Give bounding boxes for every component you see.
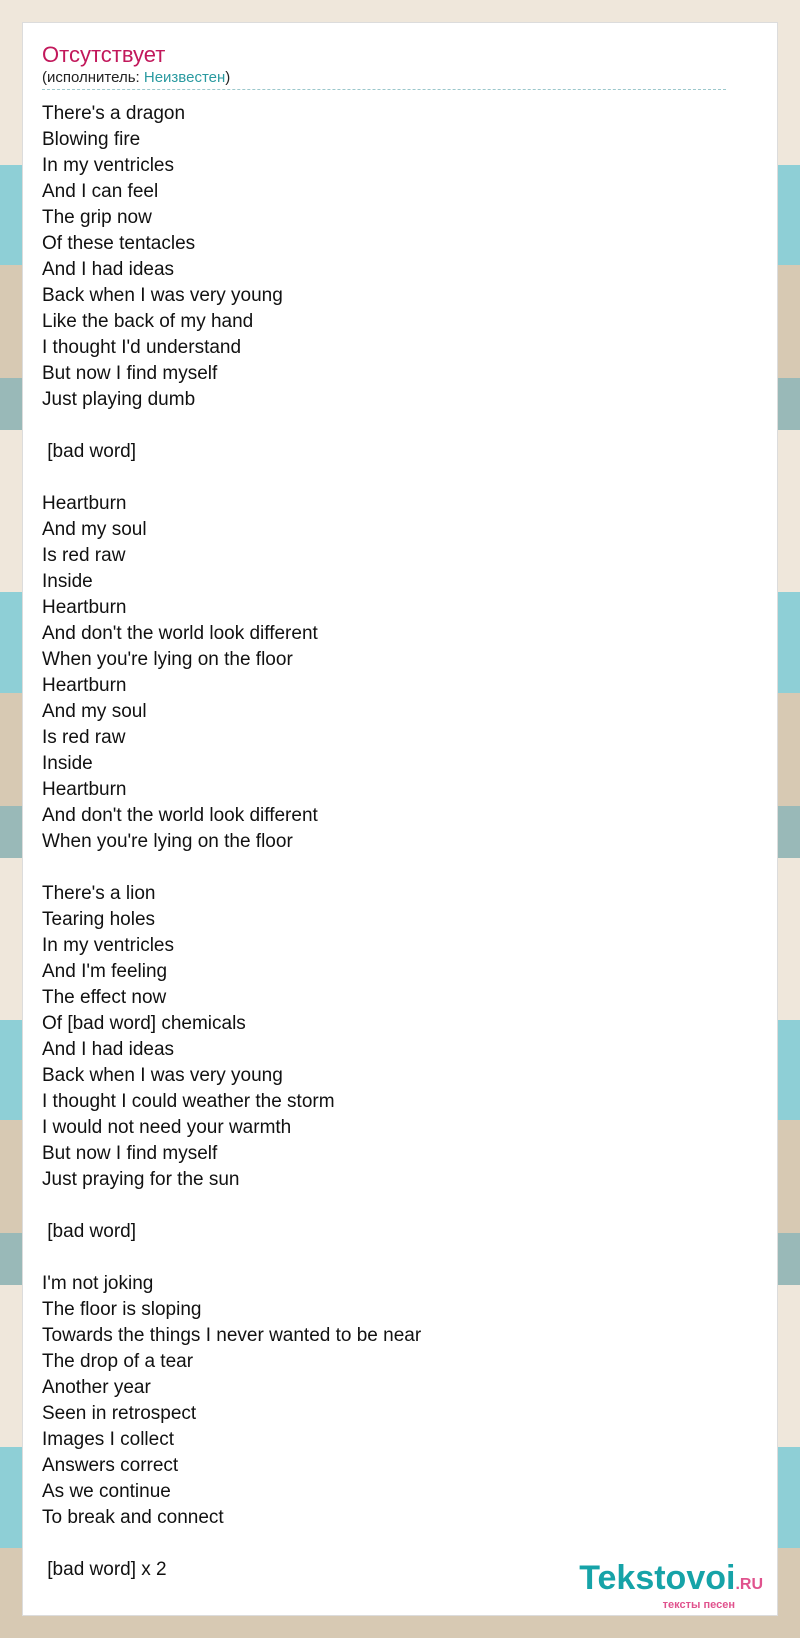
lyric-line: I would not need your warmth xyxy=(42,1117,292,1138)
lyric-line: I'm not joking xyxy=(42,1273,154,1294)
lyric-line: I thought I'd understand xyxy=(42,337,242,358)
lyric-line: Images I collect xyxy=(42,1429,174,1450)
lyric-line: There's a lion xyxy=(42,883,156,904)
lyric-line: The drop of a tear xyxy=(42,1351,194,1372)
lyric-line: And don't the world look different xyxy=(42,623,318,644)
lyric-line xyxy=(42,855,742,881)
lyrics-text xyxy=(42,101,742,1583)
lyric-line: In my ventricles xyxy=(42,935,174,956)
lyric-line xyxy=(42,1531,742,1557)
logo-tld: .RU xyxy=(735,1576,763,1593)
lyric-line: And I can feel xyxy=(42,181,159,202)
logo-tagline: тексты песен xyxy=(662,1599,735,1611)
lyric-line: I thought I could weather the storm xyxy=(42,1091,335,1112)
lyric-line: Inside xyxy=(42,571,93,592)
lyric-line xyxy=(42,465,742,491)
lyric-line: Inside xyxy=(42,753,93,774)
lyric-line: To break and connect xyxy=(42,1507,224,1528)
lyric-line: The floor is sloping xyxy=(42,1299,202,1320)
lyric-line: And my soul xyxy=(42,519,147,540)
lyric-line: The effect now xyxy=(42,987,167,1008)
lyric-line: [bad word] xyxy=(42,441,136,462)
lyric-line: Back when I was very young xyxy=(42,1065,283,1086)
artist-link[interactable]: Неизвестен xyxy=(143,69,226,86)
lyric-line: And I had ideas xyxy=(42,259,175,280)
lyric-line: Seen in retrospect xyxy=(42,1403,197,1424)
artist-prefix: (исполнитель: xyxy=(42,69,144,86)
lyric-line: Of these tentacles xyxy=(42,233,196,254)
lyric-line: Heartburn xyxy=(42,779,127,800)
lyric-line: Towards the things I never wanted to be near xyxy=(42,1325,422,1346)
lyric-line: There's a dragon xyxy=(42,103,186,124)
lyrics-card xyxy=(22,22,778,1616)
lyric-line: Answers correct xyxy=(42,1455,179,1476)
lyric-line: Tearing holes xyxy=(42,909,156,930)
lyric-line: When you're lying on the floor xyxy=(42,649,293,670)
lyric-line xyxy=(42,413,742,439)
lyric-line: And don't the world look different xyxy=(42,805,318,826)
lyric-line: The grip now xyxy=(42,207,152,228)
lyric-line: Heartburn xyxy=(42,675,127,696)
site-logo[interactable] xyxy=(579,1560,763,1611)
lyric-line: But now I find myself xyxy=(42,1143,218,1164)
lyric-line: Heartburn xyxy=(42,597,127,618)
lyric-line: Is red raw xyxy=(42,727,126,748)
lyric-line: Is red raw xyxy=(42,545,126,566)
lyric-line: Just playing dumb xyxy=(42,389,196,410)
lyric-line: Another year xyxy=(42,1377,151,1398)
lyric-line: And my soul xyxy=(42,701,147,722)
lyric-line: Blowing fire xyxy=(42,129,141,150)
lyric-line: And I had ideas xyxy=(42,1039,175,1060)
logo-wordmark xyxy=(579,1560,763,1603)
lyric-line: In my ventricles xyxy=(42,155,174,176)
artist-line xyxy=(42,69,726,90)
lyric-line: Of [bad word] chemicals xyxy=(42,1013,246,1034)
lyric-line xyxy=(42,1193,742,1219)
artist-suffix: ) xyxy=(225,69,231,86)
lyric-line: Like the back of my hand xyxy=(42,311,254,332)
lyric-line: But now I find myself xyxy=(42,363,218,384)
lyric-line: Back when I was very young xyxy=(42,285,283,306)
lyric-line: Heartburn xyxy=(42,493,127,514)
lyric-line: Just praying for the sun xyxy=(42,1169,240,1190)
lyric-line: [bad word] xyxy=(42,1221,136,1242)
logo-name: Tekstovoi xyxy=(579,1559,736,1597)
lyric-line: [bad word] x 2 xyxy=(42,1559,167,1580)
lyric-line: As we continue xyxy=(42,1481,171,1502)
song-title: Отсутствует xyxy=(42,42,166,67)
lyric-line: When you're lying on the floor xyxy=(42,831,293,852)
lyric-line xyxy=(42,1245,742,1271)
lyric-line: And I'm feeling xyxy=(42,961,168,982)
song-header xyxy=(42,41,726,90)
